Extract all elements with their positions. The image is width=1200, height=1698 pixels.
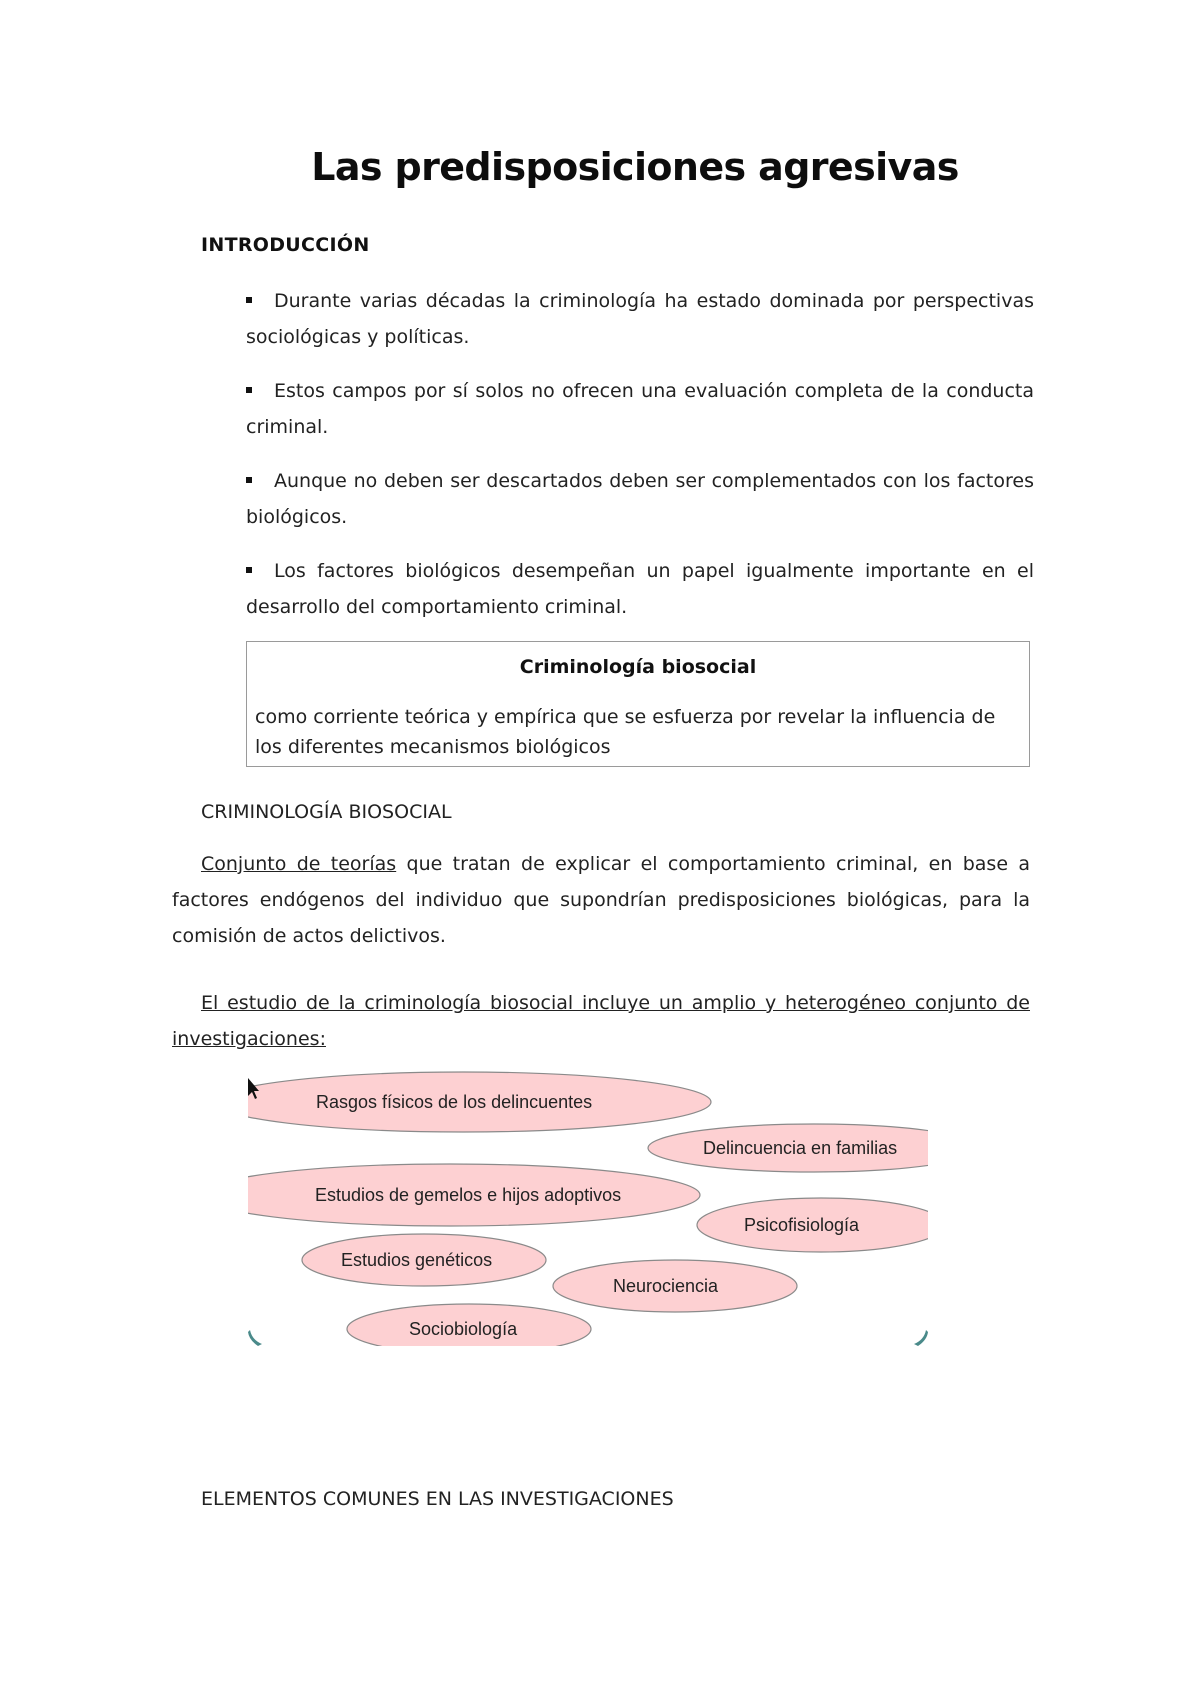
bullet-text: Los factores biológicos desempeñan un papel igualmente importante en el desarrollo del comportamiento criminal.: [246, 560, 1034, 618]
diagram-label: Rasgos físicos de los delincuentes: [316, 1092, 593, 1112]
intro-bullet-list: [246, 283, 1034, 643]
diagram-canvas: [248, 1068, 928, 1346]
diagram-label: Delincuencia en familias: [703, 1138, 898, 1158]
list-item: [246, 373, 1034, 445]
diagram-label: Psicofisiología: [744, 1215, 860, 1235]
paragraph-definition-text: que tratan de explicar el comportamiento criminal, en base a factores endógenos del individuo que supondrían predisposiciones biológicas, para la comisión de actos delictivos.: [172, 853, 1030, 947]
definition-box-text: como corriente teórica y empírica que se esfuerza por revelar la influencia de los diferentes mecanismos biológicos: [255, 706, 996, 758]
section-heading-elements: ELEMENTOS COMUNES EN LAS INVESTIGACIONES: [201, 1488, 674, 1510]
corner-mark-left-icon: [248, 1330, 262, 1346]
bullet-text: Estos campos por sí solos no ofrecen una evaluación completa de la conducta criminal.: [246, 380, 1034, 438]
list-item: [246, 553, 1034, 625]
intro-heading: INTRODUCCIÓN: [201, 234, 370, 256]
diagram-label: Estudios genéticos: [341, 1250, 493, 1270]
definition-box-title: Criminología biosocial: [519, 656, 757, 678]
diagram-label: Sociobiología: [409, 1319, 518, 1339]
diagram-label: Neurociencia: [613, 1276, 719, 1296]
document-title: Las predisposiciones agresivas: [311, 145, 959, 189]
bullet-square-icon: [246, 477, 252, 483]
list-item: [246, 463, 1034, 535]
diagram-label: Estudios de gemelos e hijos adoptivos: [315, 1185, 622, 1205]
bullet-text: Aunque no deben ser descartados deben ser complementados con los factores biológicos.: [246, 470, 1034, 528]
paragraph-definition: [172, 846, 1030, 954]
corner-mark-right-icon: [914, 1330, 928, 1346]
paragraph-investigations: El estudio de la criminología biosocial incluye un amplio y heterogéneo conjunto de investigaciones:: [172, 992, 1030, 1050]
definition-box: [246, 641, 1030, 767]
bullet-square-icon: [246, 297, 252, 303]
underlined-term: Conjunto de teorías: [201, 853, 397, 875]
list-item: [246, 283, 1034, 355]
bullet-text: Durante varias décadas la criminología ha estado dominada por perspectivas sociológicas y políticas.: [246, 290, 1034, 348]
bullet-square-icon: [246, 567, 252, 573]
bullet-square-icon: [246, 387, 252, 393]
investigations-diagram: [248, 1068, 928, 1346]
section-heading-biosocial: CRIMINOLOGÍA BIOSOCIAL: [201, 801, 452, 823]
